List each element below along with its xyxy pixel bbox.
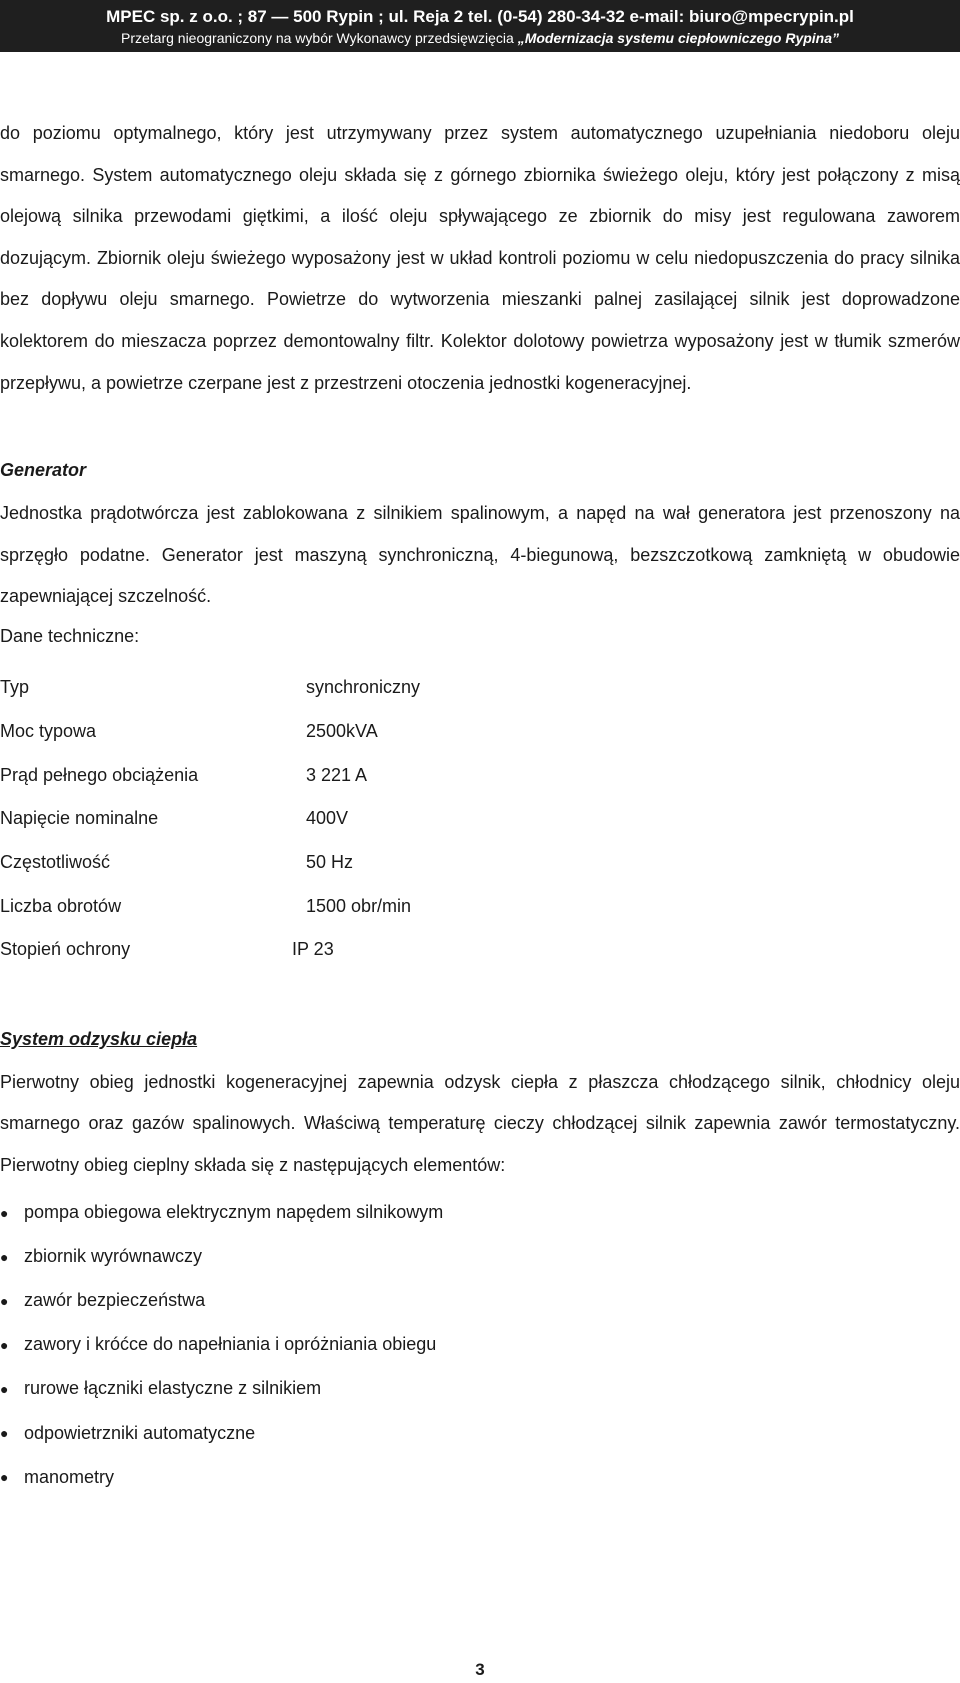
list-item-text: odpowietrzniki automatyczne [24,1422,256,1443]
header-project-name: „Modernizacja systemu ciepłowniczego Rypina” [517,30,840,46]
header-tender-text: Przetarg nieograniczony na wybór Wykonawcy przedsięwzięcia [120,30,518,46]
bullet-icon: ● [0,1292,9,1309]
spec-label: Stopień ochrony [0,939,131,960]
generator-paragraph: Jednostka prądotwórcza jest zablokowana z silnikiem spalinowym, a napęd na wał generatora jest przenoszony na sprzęgło podatne. Generator jest maszyną synchroniczną, 4-biegunową, bezszczotkową zamkniętą w obudowie zapewniającej szczelność. [0,503,960,607]
spec-label: Typ [0,677,30,698]
spec-value: synchroniczny [306,677,421,698]
heat-recovery-elements-list [0,1191,960,1500]
list-item [0,1191,960,1235]
spec-value: 2500kVA [306,720,378,741]
list-item [0,1455,960,1499]
spec-label: Moc typowa [0,720,97,741]
generator-heading: Generator [0,460,87,481]
header-tender-info [0,28,960,48]
intro-paragraph: do poziomu optymalnego, który jest utrzymywany przez system automatycznego uzupełniania niedoboru oleju smarnego. System automatycznego oleju składa się z górnego zbiornika świeżego oleju, który jest połączony z misą olejową silnika przewodami giętkimi, a ilość oleju spływającego ze zbiornik do misy jest regulowana zaworem dozującym. Zbiornik oleju świeżego wyposażony jest w układ kontroli poziomu w celu niedopuszczenia do pracy silnika bez dopływu oleju smarnego. Powietrze do wytworzenia mieszanki palnej zasilającej silnik jest doprowadzone kolektorem do mieszacza poprzez demontowalny filtr. Kolektor dolotowy powietrza wyposażony jest w tłumik szmerów przepływu, a powietrze czerpane jest z przestrzeni otoczenia jednostki kogeneracyjnej. [0,123,960,393]
list-item-text: zawory i króćce do napełniania i opróżniania obiegu [24,1334,437,1355]
document-header [0,0,960,52]
list-item-text: zbiornik wyrównawczy [24,1246,203,1267]
header-company-info: MPEC sp. z o.o. ; 87 — 500 Rypin ; ul. Reja 2 tel. (0-54) 280-34-32 e-mail: biuro@mpecrypin.pl [106,7,854,26]
list-item [0,1323,960,1367]
list-item [0,1367,960,1411]
spec-row-protection [0,928,960,972]
list-item-text: zawór bezpieczeństwa [24,1290,206,1311]
spec-label: Napięcie nominalne [0,808,159,829]
spec-value: 400V [306,808,349,829]
specs-title: Dane techniczne: [0,625,140,646]
spec-row-current [0,753,960,797]
spec-value: 1500 obr/min [306,895,412,916]
bullet-icon: ● [0,1380,9,1397]
heat-recovery-heading: System odzysku ciepła [0,1028,198,1049]
spec-value: 3 221 A [306,764,368,785]
list-item [0,1279,960,1323]
spec-label: Częstotliwość [0,852,111,873]
list-item [0,1235,960,1279]
bullet-icon: ● [0,1336,9,1353]
spec-label: Prąd pełnego obciążenia [0,764,199,785]
spec-row-rpm [0,884,960,928]
specs-table [0,666,960,972]
spec-value: IP 23 [292,939,334,960]
bullet-icon: ● [0,1425,9,1442]
list-item-text: pompa obiegowa elektrycznym napędem silnikowym [24,1202,444,1223]
spec-label: Liczba obrotów [0,895,122,916]
bullet-icon: ● [0,1204,9,1221]
bullet-icon: ● [0,1469,9,1486]
list-item-text: manometry [24,1466,115,1487]
list-item [0,1411,960,1455]
spec-row-voltage [0,797,960,841]
spec-row-type [0,666,960,710]
list-item-text: rurowe łączniki elastyczne z silnikiem [24,1378,322,1399]
heat-recovery-paragraph: Pierwotny obieg jednostki kogeneracyjnej zapewnia odzysk ciepła z płaszcza chłodzącego silnik, chłodnicy oleju smarnego oraz gazów spalinowych. Właściwą temperaturę cieczy chłodzącej silnik zapewnia zawór termostatyczny. Pierwotny obieg cieplny składa się z następujących elementów: [0,1071,960,1175]
spec-row-frequency [0,841,960,885]
page-number: 3 [475,1660,485,1679]
bullet-icon: ● [0,1248,9,1265]
document-body [0,113,960,1499]
spec-row-power [0,710,960,754]
spec-value: 50 Hz [306,852,354,873]
